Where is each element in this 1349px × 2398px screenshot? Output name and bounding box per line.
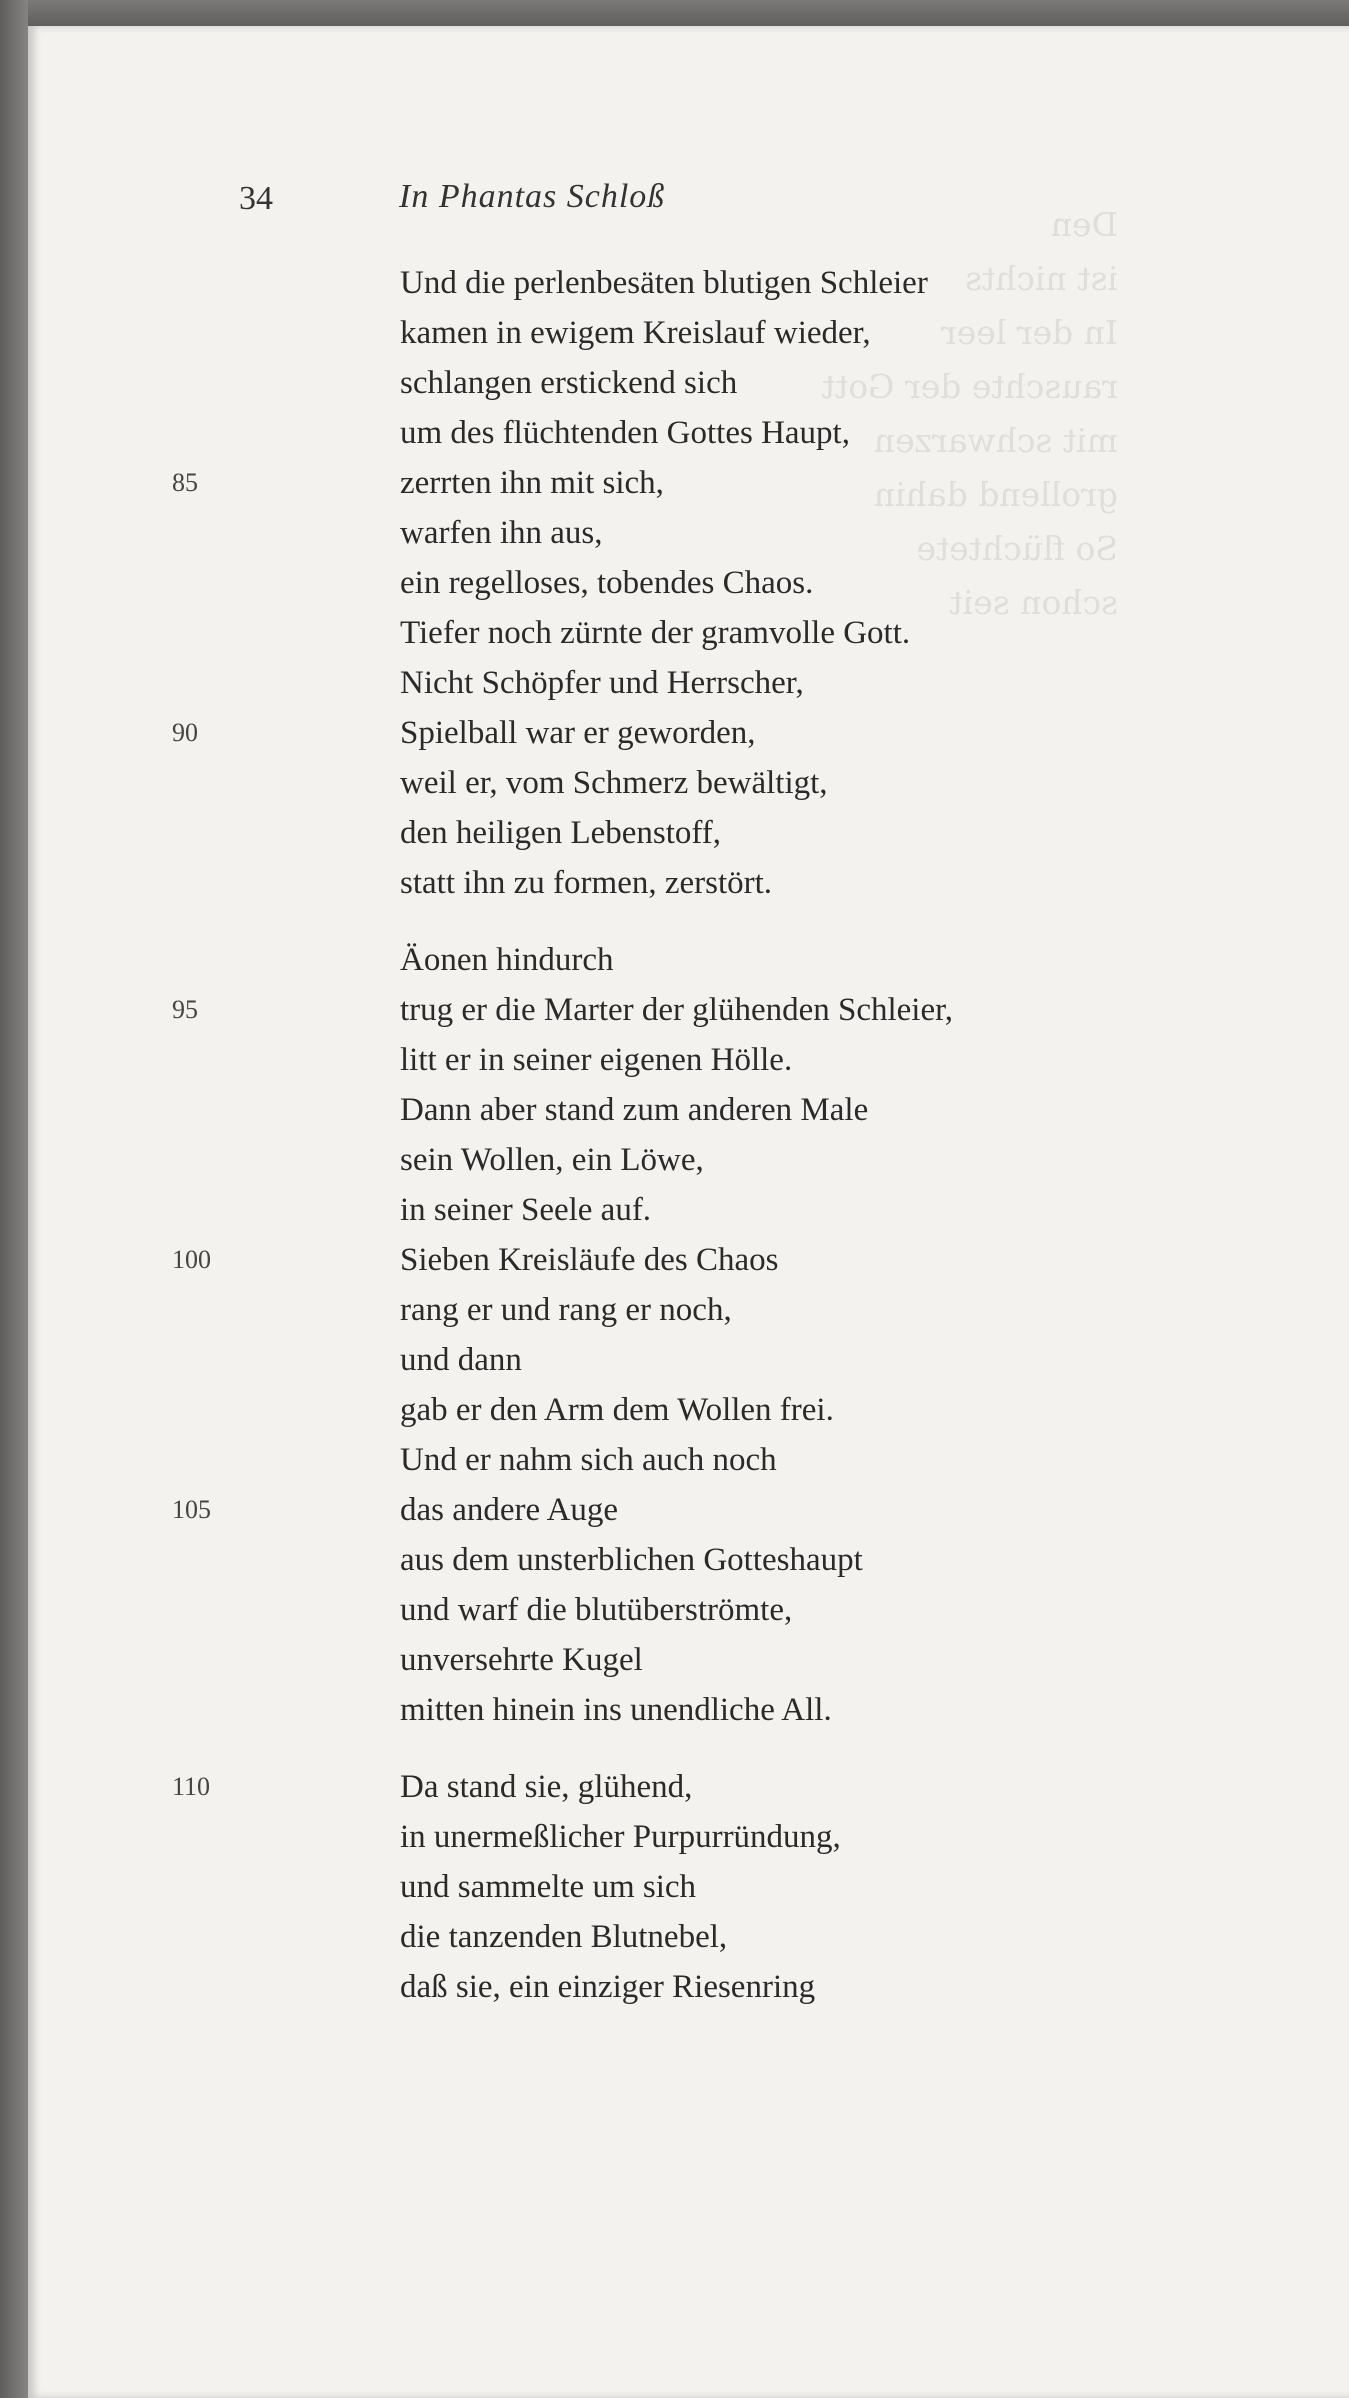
poem-line (400, 558, 1160, 608)
line-number: 110 (172, 1772, 211, 1801)
poem-line (400, 858, 1160, 908)
poem-line-text: Da stand sie, glühend, (400, 1769, 693, 1805)
poem-line-text: warfen ihn aus, (400, 515, 603, 551)
poem-line (400, 1585, 1160, 1635)
poem-line (400, 1635, 1160, 1685)
line-number: 85 (172, 468, 198, 497)
poem-line-text: litt er in seiner eigenen Hölle. (400, 1042, 793, 1078)
poem-line-text: den heiligen Lebenstoff, (400, 815, 722, 851)
poem-line (172, 1235, 1160, 1285)
poem-line-text: und sammelte um sich (400, 1869, 697, 1905)
poem-line (400, 1385, 1160, 1435)
line-number: 100 (172, 1245, 211, 1274)
poem-line (172, 985, 1160, 1035)
poem-line-text: und warf die blutüberströmte, (400, 1592, 793, 1628)
poem-line (400, 1862, 1160, 1912)
poem-line-text: Nicht Schöpfer und Herrscher, (400, 665, 804, 701)
poem-line-text: das andere Auge (400, 1492, 619, 1528)
poem-line (400, 1685, 1160, 1735)
poem-line-text: Dann aber stand zum anderen Male (400, 1092, 869, 1128)
poem-line-text: schlangen erstickend sich (400, 365, 738, 401)
page-number: 34 (239, 180, 273, 217)
poem-line-text: zerrten ihn mit sich, (400, 465, 664, 501)
poem-line (172, 708, 1160, 758)
poem-line-text: Und er nahm sich auch noch (400, 1442, 777, 1478)
poem-line (400, 508, 1160, 558)
poem-line (172, 1485, 1160, 1535)
poem-line-text: ein regelloses, tobendes Chaos. (400, 565, 814, 601)
poem-line (400, 608, 1160, 658)
poem-line (400, 1035, 1160, 1085)
poem-line-text: weil er, vom Schmerz bewältigt, (400, 765, 828, 801)
poem-line-text: aus dem unsterblichen Gotteshaupt (400, 1542, 863, 1578)
book-edge-left (0, 0, 28, 2398)
poem-text (172, 258, 1160, 2012)
poem-line (400, 1812, 1160, 1862)
poem-line-text: Und die perlenbesäten blutigen Schleier (400, 265, 928, 301)
poem-line-text: um des flüchtenden Gottes Haupt, (400, 415, 850, 451)
poem-line-text: Äonen hindurch (400, 942, 614, 978)
poem-line-text: und dann (400, 1342, 522, 1378)
book-edge-top (0, 0, 1349, 26)
poem-line-text: Spielball war er geworden, (400, 715, 756, 751)
poem-line (400, 1912, 1160, 1962)
poem-line (400, 358, 1160, 408)
poem-line-text: Sieben Kreisläufe des Chaos (400, 1242, 779, 1278)
poem-line (400, 1185, 1160, 1235)
poem-line-text: in unermeßlicher Purpurründung, (400, 1819, 841, 1855)
line-number: 95 (172, 995, 198, 1024)
poem-line (400, 658, 1160, 708)
poem-line (400, 1285, 1160, 1335)
poem-line (400, 758, 1160, 808)
poem-line (400, 1435, 1160, 1485)
poem-line-text: in seiner Seele auf. (400, 1192, 652, 1228)
show-through-text: Den ist nichts In der leer rauschte der Gott mit schwarzen grollend dahin So flüchtete schon seit (821, 205, 1118, 622)
poem-line (400, 1535, 1160, 1585)
poem-line-text: sein Wollen, ein Löwe, (400, 1142, 704, 1178)
poem-line (400, 908, 1160, 985)
line-number: 105 (172, 1495, 211, 1524)
poem-line-text: rang er und rang er noch, (400, 1292, 732, 1328)
poem-line (400, 408, 1160, 458)
poem-line (400, 1085, 1160, 1135)
poem-line (400, 308, 1160, 358)
poem-line-text: die tanzenden Blutnebel, (400, 1919, 728, 1955)
poem-line-text: mitten hinein ins unendliche All. (400, 1692, 832, 1728)
poem-line-text: unversehrte Kugel (400, 1642, 643, 1678)
poem-line-text: Tiefer noch zürnte der gramvolle Gott. (400, 615, 911, 651)
poem-line (400, 1135, 1160, 1185)
poem-line-text: trug er die Marter der glühenden Schleier, (400, 992, 954, 1028)
line-number: 90 (172, 718, 198, 747)
poem-line-text: statt ihn zu formen, zerstört. (400, 865, 773, 901)
poem-line (172, 1735, 1160, 1812)
poem-line-text: daß sie, ein einziger Riesenring (400, 1969, 816, 2005)
poem-line (400, 808, 1160, 858)
poem-line (172, 458, 1160, 508)
poem-line (400, 1335, 1160, 1385)
running-title: In Phantas Schloß (399, 178, 666, 215)
poem-line-text: gab er den Arm dem Wollen frei. (400, 1392, 834, 1428)
poem-line (400, 258, 1160, 308)
poem-line-text: kamen in ewigem Kreislauf wieder, (400, 315, 871, 351)
poem-line (400, 1962, 1160, 2012)
